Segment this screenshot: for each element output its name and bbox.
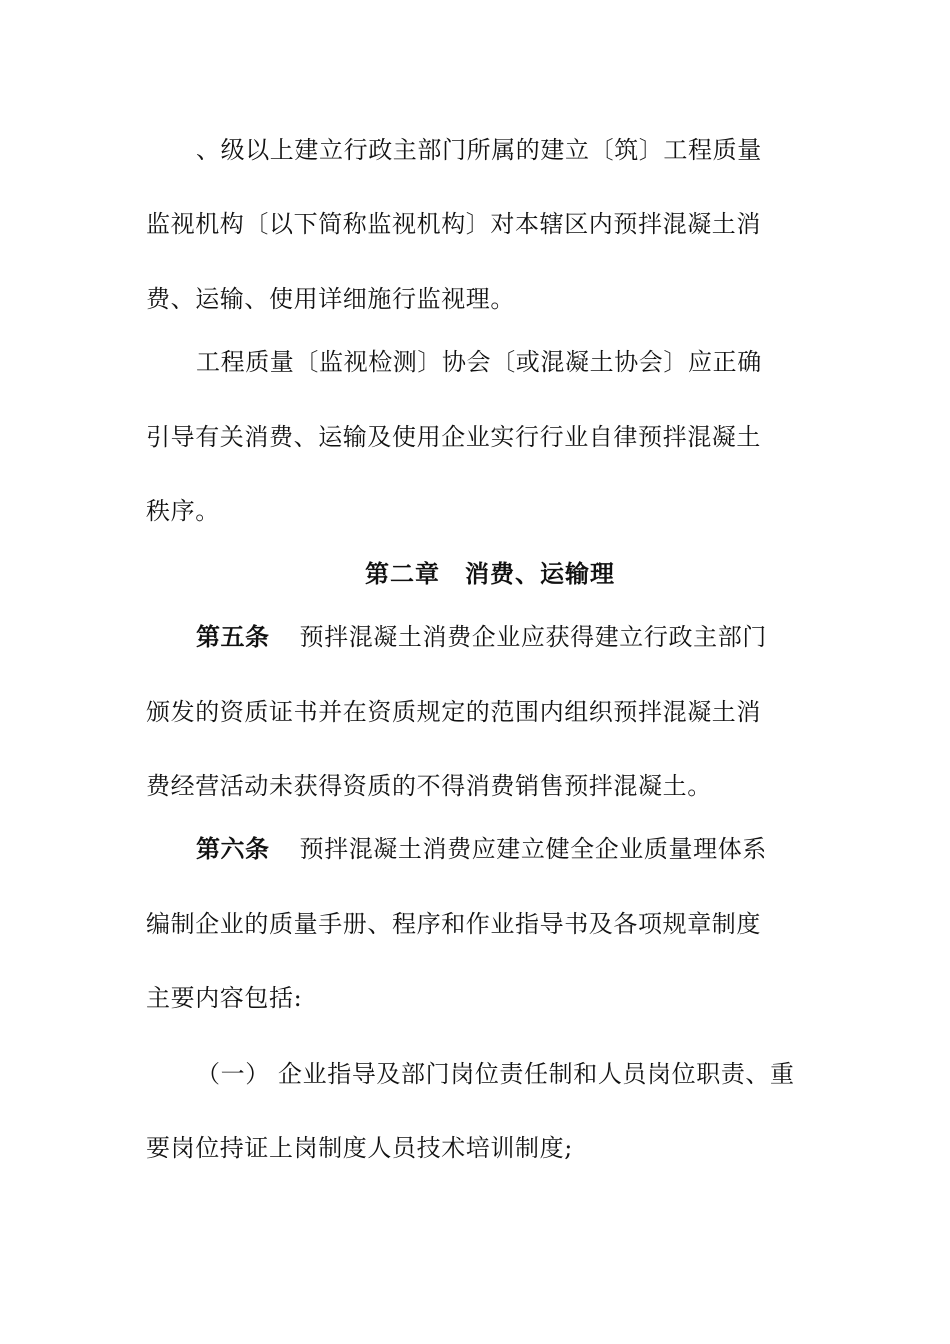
- article-6-text: 预拌混凝土消费应建立健全企业质量理体系: [299, 835, 767, 863]
- paragraph-2-line-1: 工程质量〔监视检测〕协会〔或混凝土协会〕应正确: [196, 348, 762, 376]
- paragraph-1-line-3: 费、运输、使用详细施行监视理。: [146, 285, 515, 313]
- item-1-line-2: 要岗位持证上岗制度人员技术培训制度;: [146, 1134, 573, 1162]
- article-5-text: 预拌混凝土消费企业应获得建立行政主部门: [299, 623, 767, 651]
- paragraph-2-line-3: 秩序。: [146, 497, 220, 525]
- chapter-heading: 第二章 消费、运输理: [365, 560, 615, 588]
- article-6-label: 第六条: [196, 835, 270, 863]
- article-6-line-2: 编制企业的质量手册、程序和作业指导书及各项规章制度: [146, 910, 761, 938]
- article-5-line-3: 费经营活动未获得资质的不得消费销售预拌混凝土。: [146, 772, 712, 800]
- article-5-label: 第五条: [196, 623, 270, 651]
- paragraph-2-line-2: 引导有关消费、运输及使用企业实行行业自律预拌混凝土: [146, 423, 761, 451]
- article-6-line-3: 主要内容包括:: [146, 984, 303, 1012]
- article-5-line-2: 颁发的资质证书并在资质规定的范围内组织预拌混凝土消: [146, 698, 761, 726]
- item-1-line-1: （一） 企业指导及部门岗位责任制和人员岗位职责、重: [196, 1060, 795, 1088]
- article-6-line-1: [196, 833, 767, 865]
- article-5-line-1: [196, 621, 767, 653]
- paragraph-1-line-2: 监视机构〔以下简称监视机构〕对本辖区内预拌混凝土消: [146, 210, 761, 238]
- paragraph-1-line-1: 、级以上建立行政主部门所属的建立〔筑〕工程质量: [196, 136, 762, 164]
